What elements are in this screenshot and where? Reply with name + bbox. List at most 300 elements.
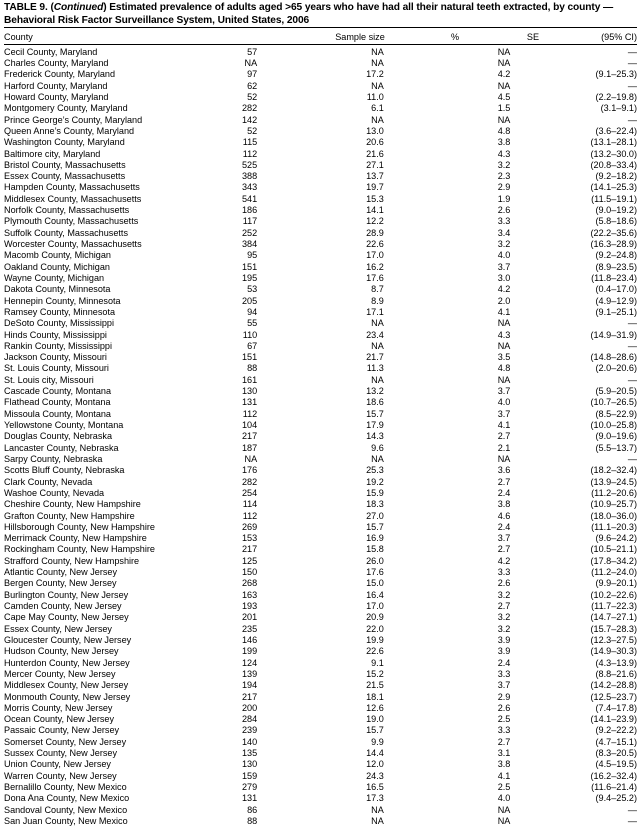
row-cell-se: 3.3	[497, 567, 511, 578]
row-cell-sample-size: 94	[247, 306, 258, 317]
row-cell-percent: 19.9	[366, 634, 384, 645]
row-cell-confidence-interval: (14.8–28.6)	[590, 352, 637, 363]
row-cell-confidence-interval: (3.6–22.4)	[595, 125, 637, 136]
row-cell-sample-size: 112	[242, 148, 258, 159]
table-row	[4, 601, 637, 612]
row-cell-percent: 22.6	[366, 239, 384, 249]
row-cell-percent: NA	[371, 815, 384, 826]
row-cell-county: Middlesex County, New Jersey	[4, 680, 129, 691]
row-cell-confidence-interval: (4.3–13.9)	[595, 657, 637, 668]
row-cell-sample-size: 284	[242, 714, 258, 725]
row-cell-sample-size: 163	[242, 589, 258, 600]
row-cell-se: 1.5	[497, 103, 511, 114]
row-cell-se: 4.6	[497, 510, 511, 521]
row-cell-se: 4.3	[497, 329, 511, 340]
row-cell-confidence-interval: —	[627, 58, 637, 68]
row-cell-se: 2.7	[497, 476, 511, 487]
title-suffix: ) Estimated prevalence of adults aged >65 years who have had all their natural teeth extracted, by county — Behavioral Risk Factor Surveillance System, United States, 2006	[4, 2, 614, 26]
row-cell-county: Cape May County, New Jersey	[4, 612, 129, 623]
row-cell-se: 4.0	[497, 793, 511, 804]
row-cell-percent: 16.4	[366, 589, 384, 600]
row-cell-sample-size: 195	[242, 272, 258, 283]
table-row	[4, 771, 637, 782]
row-cell-percent: 15.2	[366, 668, 384, 679]
row-cell-confidence-interval: —	[627, 374, 637, 385]
table-row	[4, 635, 637, 646]
row-cell-county: Hinds County, Mississippi	[4, 329, 107, 340]
row-cell-se: 1.9	[497, 193, 511, 204]
row-cell-percent: 23.4	[366, 329, 384, 340]
row-cell-sample-size: 205	[242, 295, 258, 306]
row-cell-se: 3.9	[497, 646, 511, 657]
row-cell-confidence-interval: (10.0–25.8)	[590, 420, 637, 430]
table-row	[4, 115, 637, 126]
row-cell-se: NA	[497, 804, 511, 815]
row-cell-confidence-interval: (13.9–24.5)	[590, 476, 637, 487]
row-cell-percent: NA	[371, 46, 384, 57]
row-cell-percent: 12.6	[366, 702, 384, 713]
row-cell-sample-size: 140	[242, 736, 258, 747]
row-cell-sample-size: 525	[242, 159, 258, 170]
row-cell-sample-size: 279	[242, 782, 258, 792]
row-cell-confidence-interval: (13.1–28.1)	[590, 137, 637, 148]
row-cell-se: 3.7	[497, 386, 511, 397]
row-cell-confidence-interval: (14.9–31.9)	[590, 329, 637, 340]
row-cell-sample-size: 151	[242, 352, 258, 363]
row-cell-se: NA	[497, 46, 511, 57]
table-row	[4, 782, 637, 793]
row-cell-percent: 15.7	[366, 521, 384, 532]
row-cell-se: 3.2	[497, 159, 511, 170]
row-cell-confidence-interval: (11.2–20.6)	[591, 487, 637, 498]
table-row	[4, 692, 637, 703]
row-cell-se: 3.2	[497, 623, 511, 634]
row-cell-se: 3.6	[497, 465, 511, 476]
row-cell-county: Ocean County, New Jersey	[4, 714, 115, 725]
page-title	[4, 2, 637, 27]
row-cell-percent: 9.1	[371, 657, 384, 668]
row-cell-percent: 18.1	[366, 691, 384, 702]
row-cell-sample-size: 57	[247, 46, 258, 57]
row-cell-se: 3.8	[497, 759, 511, 770]
table-row	[4, 239, 637, 250]
table-row	[4, 296, 637, 307]
table-row	[4, 363, 637, 374]
row-cell-county: Dona Ana County, New Mexico	[4, 793, 130, 804]
table-row	[4, 307, 637, 318]
row-cell-percent: 15.7	[366, 408, 384, 419]
table-body-region	[4, 47, 637, 827]
row-cell-sample-size: 200	[242, 702, 258, 713]
row-cell-confidence-interval: (14.7–27.1)	[590, 612, 637, 623]
row-cell-sample-size: 142	[242, 114, 258, 125]
row-cell-percent: 12.2	[366, 216, 384, 227]
table-row	[4, 759, 637, 770]
row-cell-percent: 17.6	[366, 272, 384, 283]
table-row	[4, 624, 637, 635]
table-row	[4, 499, 637, 510]
row-cell-county: Essex County, New Jersey	[4, 623, 112, 634]
table-row	[4, 81, 637, 92]
row-cell-sample-size: 52	[247, 125, 258, 136]
row-cell-county: Douglas County, Nebraska	[4, 431, 113, 442]
row-cell-confidence-interval: (8.9–23.5)	[595, 261, 637, 272]
table-row	[4, 669, 637, 680]
row-cell-county: Queen Anne’s County, Maryland	[4, 125, 135, 136]
table-row	[4, 137, 637, 148]
row-cell-se: 3.7	[497, 680, 511, 691]
row-cell-confidence-interval: —	[627, 114, 637, 125]
row-cell-se: 4.8	[497, 363, 511, 374]
row-cell-percent: 21.6	[366, 148, 384, 159]
row-cell-se: 3.7	[497, 408, 511, 419]
row-cell-confidence-interval: (4.9–12.9)	[595, 295, 637, 306]
table-row	[4, 228, 637, 239]
row-cell-county: Washington County, Maryland	[4, 137, 125, 148]
row-cell-percent: 8.9	[371, 295, 384, 306]
column-header-sample-size: Sample size	[335, 32, 385, 43]
table-row	[4, 465, 637, 476]
row-cell-se: 4.0	[497, 397, 511, 408]
row-cell-sample-size: 161	[242, 374, 258, 385]
row-cell-percent: 16.9	[366, 533, 384, 544]
row-cell-county: Hillsborough County, New Hampshire	[4, 521, 155, 532]
row-cell-county: Middlesex County, Massachusetts	[4, 193, 142, 204]
table-row	[4, 182, 637, 193]
row-cell-confidence-interval: —	[627, 804, 637, 815]
row-cell-confidence-interval: (8.5–22.9)	[595, 408, 637, 419]
row-cell-confidence-interval: (16.3–28.9)	[590, 239, 637, 249]
row-cell-confidence-interval: (3.1–9.1)	[600, 103, 637, 114]
row-cell-percent: 18.6	[366, 397, 384, 408]
column-header-confidence-interval: (95% CI)	[601, 32, 637, 43]
row-cell-se: 3.2	[497, 239, 511, 249]
row-cell-sample-size: 150	[242, 567, 258, 578]
row-cell-sample-size: 125	[242, 555, 258, 566]
row-cell-confidence-interval: (0.4–17.0)	[595, 284, 637, 295]
table-row	[4, 375, 637, 386]
row-cell-county: Lancaster County, Nebraska	[4, 442, 119, 453]
row-cell-county: Grafton County, New Hampshire	[4, 510, 135, 521]
row-cell-percent: 17.1	[366, 306, 384, 317]
table-row	[4, 194, 637, 205]
table-row	[4, 69, 637, 80]
row-cell-se: 2.6	[497, 205, 511, 216]
table-row	[4, 250, 637, 261]
row-cell-county: Union County, New Jersey	[4, 759, 111, 770]
row-cell-percent: NA	[371, 374, 384, 385]
row-cell-percent: 24.3	[366, 770, 384, 781]
prevalence-data-table	[4, 47, 637, 827]
row-cell-se: 3.8	[497, 137, 511, 148]
row-cell-confidence-interval: (9.2–22.2)	[595, 725, 637, 736]
row-cell-confidence-interval: —	[627, 318, 637, 329]
row-cell-sample-size: 135	[242, 748, 258, 759]
row-cell-sample-size: 239	[242, 725, 258, 736]
row-cell-percent: 12.0	[366, 759, 384, 770]
row-cell-se: 4.2	[497, 555, 511, 566]
table-row	[4, 341, 637, 352]
row-cell-se: 3.3	[497, 725, 511, 736]
table-row	[4, 47, 637, 58]
row-cell-percent: 27.0	[366, 510, 384, 521]
table-row	[4, 443, 637, 454]
row-cell-county: Gloucester County, New Jersey	[4, 634, 132, 645]
table-row	[4, 160, 637, 171]
row-cell-county: Bristol County, Massachusetts	[4, 159, 126, 170]
row-cell-county: Ramsey County, Minnesota	[4, 306, 116, 317]
row-cell-county: Macomb County, Michigan	[4, 250, 111, 261]
row-cell-sample-size: 187	[242, 442, 258, 453]
row-cell-sample-size: 384	[242, 239, 258, 249]
row-cell-county: Charles County, Maryland	[4, 58, 109, 68]
table-row	[4, 386, 637, 397]
row-cell-percent: 15.9	[366, 487, 384, 498]
row-cell-se: 2.7	[497, 601, 511, 611]
row-cell-sample-size: 186	[242, 205, 258, 216]
row-cell-percent: NA	[371, 114, 384, 125]
row-cell-confidence-interval: (18.0–36.0)	[590, 510, 637, 521]
row-cell-confidence-interval: (22.2–35.6)	[590, 227, 637, 238]
row-cell-sample-size: 62	[247, 80, 258, 91]
row-cell-sample-size: 199	[242, 646, 258, 657]
row-cell-se: 4.8	[497, 125, 511, 136]
row-cell-county: Cecil County, Maryland	[4, 46, 98, 57]
row-cell-percent: 13.2	[366, 386, 384, 397]
row-cell-se: 4.5	[497, 91, 511, 102]
row-cell-percent: NA	[371, 453, 384, 464]
row-cell-confidence-interval: (11.7–22.3)	[591, 601, 637, 611]
row-cell-confidence-interval: (17.8–34.2)	[590, 555, 637, 566]
row-cell-county: Sarpy County, Nebraska	[4, 453, 103, 464]
row-cell-county: Plymouth County, Massachusetts	[4, 216, 139, 227]
table-row	[4, 284, 637, 295]
table-row	[4, 511, 637, 522]
row-cell-confidence-interval: (9.1–25.3)	[595, 69, 637, 80]
row-cell-percent: 15.8	[366, 544, 384, 555]
row-cell-confidence-interval: (10.9–25.7)	[590, 499, 637, 510]
row-cell-sample-size: 388	[242, 171, 258, 182]
column-header-se: SE	[526, 32, 540, 43]
row-cell-se: 3.3	[497, 668, 511, 679]
row-cell-sample-size: 159	[242, 770, 258, 781]
row-cell-confidence-interval: (14.1–25.3)	[590, 182, 637, 193]
row-cell-se: 3.5	[497, 352, 511, 363]
row-cell-percent: 15.3	[366, 193, 384, 204]
table-row	[4, 793, 637, 804]
table-row	[4, 533, 637, 544]
row-cell-sample-size: NA	[244, 58, 258, 68]
table-header-region	[4, 31, 637, 44]
row-cell-sample-size: 541	[242, 193, 258, 204]
row-cell-county: Suffolk County, Massachusetts	[4, 227, 129, 238]
row-cell-se: 2.4	[497, 487, 511, 498]
row-cell-se: 3.3	[497, 216, 511, 227]
row-cell-county: Clark County, Nevada	[4, 476, 93, 487]
row-cell-confidence-interval: (9.0–19.6)	[595, 431, 637, 442]
row-cell-confidence-interval: —	[627, 815, 637, 826]
row-cell-se: 2.4	[497, 657, 511, 668]
table-row	[4, 262, 637, 273]
table-row	[4, 680, 637, 691]
row-cell-confidence-interval: (11.1–20.3)	[591, 521, 637, 532]
row-cell-county: Worcester County, Massachusetts	[4, 239, 142, 249]
row-cell-percent: NA	[371, 58, 384, 68]
row-cell-se: 2.7	[497, 431, 511, 442]
row-cell-sample-size: 254	[242, 487, 258, 498]
table-row	[4, 273, 637, 284]
table-row	[4, 805, 637, 816]
row-cell-se: NA	[497, 318, 511, 329]
row-cell-confidence-interval: (2.0–20.6)	[595, 363, 637, 374]
row-cell-percent: 17.0	[366, 250, 384, 261]
column-header-table	[4, 31, 637, 44]
row-cell-se: NA	[497, 374, 511, 385]
row-cell-sample-size: 88	[247, 815, 258, 826]
row-cell-county: Frederick County, Maryland	[4, 69, 116, 80]
table-row	[4, 544, 637, 555]
row-cell-percent: 6.1	[371, 103, 384, 114]
table-row	[4, 556, 637, 567]
row-cell-county: Bergen County, New Jersey	[4, 578, 117, 589]
row-cell-county: Montgomery County, Maryland	[4, 103, 128, 114]
row-cell-sample-size: 193	[242, 601, 258, 611]
row-cell-se: 2.5	[497, 782, 511, 792]
row-cell-county: Bernalillo County, New Mexico	[4, 782, 127, 792]
row-cell-county: Rockingham County, New Hampshire	[4, 544, 155, 555]
row-cell-county: Monmouth County, New Jersey	[4, 691, 131, 702]
row-cell-sample-size: 194	[242, 680, 258, 691]
table-row	[4, 612, 637, 623]
table-row	[4, 646, 637, 657]
row-cell-sample-size: 124	[242, 657, 258, 668]
row-cell-sample-size: 130	[242, 759, 258, 770]
table-row	[4, 816, 637, 827]
row-cell-county: San Juan County, New Mexico	[4, 815, 128, 826]
row-cell-se: 3.7	[497, 533, 511, 544]
row-cell-percent: 16.2	[366, 261, 384, 272]
row-cell-se: 3.9	[497, 634, 511, 645]
row-cell-county: Essex County, Massachusetts	[4, 171, 126, 182]
row-cell-confidence-interval: (5.8–18.6)	[595, 216, 637, 227]
row-cell-percent: 16.5	[366, 782, 384, 792]
row-cell-percent: 17.3	[366, 793, 384, 804]
row-cell-se: 2.0	[497, 295, 511, 306]
row-cell-county: Prince George’s County, Maryland	[4, 114, 143, 125]
row-cell-confidence-interval: (9.6–24.2)	[595, 533, 637, 544]
row-cell-sample-size: 217	[242, 431, 258, 442]
row-cell-county: Passaic County, New Jersey	[4, 725, 120, 736]
row-cell-county: Sandoval County, New Mexico	[4, 804, 128, 815]
row-cell-se: 4.1	[497, 770, 511, 781]
row-cell-percent: 9.6	[371, 442, 384, 453]
table-row	[4, 522, 637, 533]
row-cell-confidence-interval: (4.5–19.5)	[595, 759, 637, 770]
row-cell-sample-size: 217	[242, 691, 258, 702]
table-row	[4, 420, 637, 431]
row-cell-percent: 14.1	[366, 205, 384, 216]
row-cell-se: 3.8	[497, 499, 511, 510]
row-cell-county: Somerset County, New Jersey	[4, 736, 127, 747]
row-cell-se: 4.0	[497, 250, 511, 261]
table-row	[4, 725, 637, 736]
row-cell-percent: 28.9	[366, 227, 384, 238]
column-header-percent: %	[450, 32, 460, 43]
row-cell-se: NA	[497, 453, 511, 464]
row-cell-county: Strafford County, New Hampshire	[4, 555, 140, 566]
row-cell-confidence-interval: (16.2–32.4)	[590, 770, 637, 781]
row-cell-sample-size: 282	[242, 476, 258, 487]
row-cell-confidence-interval: (14.9–30.3)	[590, 646, 637, 657]
row-cell-se: NA	[497, 58, 511, 68]
row-cell-confidence-interval: (15.7–28.3)	[590, 623, 637, 634]
row-cell-sample-size: 88	[247, 363, 258, 374]
row-cell-confidence-interval: (11.6–21.4)	[591, 782, 637, 792]
row-cell-confidence-interval: (7.4–17.8)	[595, 702, 637, 713]
row-cell-county: Rankin County, Mississippi	[4, 340, 112, 351]
row-cell-confidence-interval: (9.0–19.2)	[595, 205, 637, 216]
row-cell-percent: 13.0	[366, 125, 384, 136]
table-row	[4, 205, 637, 216]
row-cell-sample-size: 95	[247, 250, 258, 261]
row-cell-sample-size: 53	[247, 284, 258, 295]
row-cell-county: Hennepin County, Minnesota	[4, 295, 121, 306]
row-cell-se: 3.0	[497, 272, 511, 283]
table-row	[4, 578, 637, 589]
row-cell-sample-size: 217	[242, 544, 258, 555]
row-cell-sample-size: 115	[242, 137, 258, 148]
row-cell-confidence-interval: —	[627, 340, 637, 351]
row-cell-se: 2.9	[497, 691, 511, 702]
row-cell-se: 3.7	[497, 261, 511, 272]
table-row	[4, 590, 637, 601]
row-cell-se: 2.9	[497, 182, 511, 193]
table-row	[4, 126, 637, 137]
row-cell-percent: 21.5	[366, 680, 384, 691]
row-cell-sample-size: 343	[242, 182, 258, 193]
row-cell-se: 2.5	[497, 714, 511, 725]
row-cell-sample-size: 112	[242, 408, 258, 419]
row-cell-county: Washoe County, Nevada	[4, 487, 105, 498]
row-cell-confidence-interval: (9.4–25.2)	[595, 793, 637, 804]
row-cell-sample-size: 139	[242, 668, 258, 679]
row-cell-sample-size: 269	[242, 521, 258, 532]
row-cell-percent: 17.9	[366, 420, 384, 430]
row-cell-se: NA	[497, 340, 511, 351]
row-cell-se: 2.6	[497, 702, 511, 713]
table-row	[4, 92, 637, 103]
row-cell-percent: 25.3	[366, 465, 384, 476]
row-cell-county: Atlantic County, New Jersey	[4, 567, 118, 578]
row-cell-county: DeSoto County, Mississippi	[4, 318, 115, 329]
title-bottom-rule	[4, 27, 637, 28]
table-row	[4, 171, 637, 182]
row-cell-sample-size: 110	[242, 329, 258, 340]
row-cell-confidence-interval: (11.5–19.1)	[591, 193, 637, 204]
row-cell-county: Mercer County, New Jersey	[4, 668, 116, 679]
table-row	[4, 330, 637, 341]
table-row	[4, 454, 637, 465]
row-cell-county: St. Louis city, Missouri	[4, 374, 94, 385]
row-cell-county: Cascade County, Montana	[4, 386, 111, 397]
row-cell-se: 4.2	[497, 69, 511, 80]
row-cell-county: Burlington County, New Jersey	[4, 589, 129, 600]
row-cell-se: 4.1	[497, 306, 511, 317]
row-cell-se: NA	[497, 114, 511, 125]
row-cell-confidence-interval: (9.1–25.1)	[595, 306, 637, 317]
row-cell-percent: 20.9	[366, 612, 384, 623]
row-cell-se: 3.2	[497, 589, 511, 600]
